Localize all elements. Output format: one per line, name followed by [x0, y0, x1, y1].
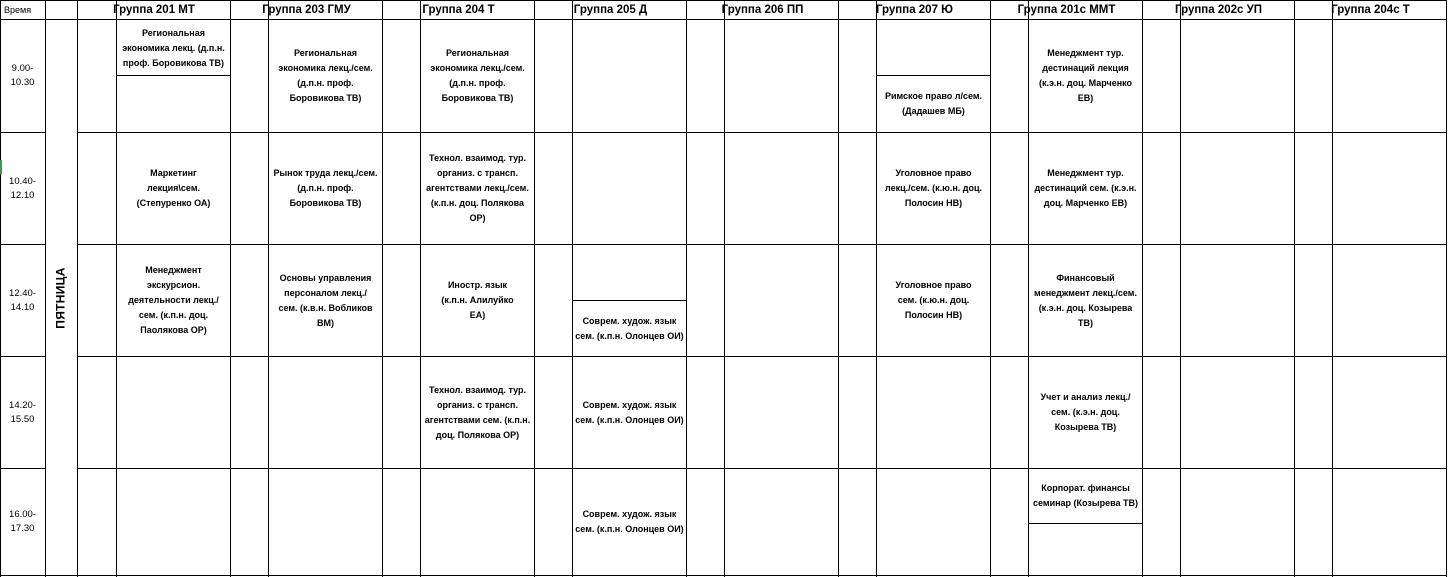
time-start: 12.40-: [9, 287, 36, 299]
lesson-text: Финансовый менеджмент лекц./сем. (к.э.н. доц. Козырева ТВ): [1034, 272, 1137, 328]
lesson-text: Учет и анализ лекц./сем. (к.э.н. доц. Козырева ТВ): [1040, 392, 1131, 432]
grid-line: [534, 0, 535, 577]
grid-line: [686, 0, 687, 577]
lesson-cell[interactable]: [117, 133, 230, 244]
lesson-text: Уголовное право сем. (к.ю.н. доц. Полосин НВ): [895, 280, 972, 320]
grid-line: [1446, 0, 1447, 577]
lesson-text: Технол. взаимод. тур. организ. с трансп. агентствами сем. (к.п.н. доц. Полякова ОР): [424, 384, 531, 440]
lesson-cell[interactable]: [269, 245, 382, 356]
group-header-205d: Группа 205 Д: [573, 4, 648, 16]
grid-line: [1294, 0, 1295, 577]
time-end: 10.30: [10, 77, 35, 88]
lesson-text: Региональная экономика лекц./сем. (д.п.н. проф. Боровикова ТВ): [278, 48, 373, 103]
lesson-cell[interactable]: [421, 20, 534, 132]
group-header-207yu: Группа 207 Ю: [875, 4, 954, 16]
lesson-cell[interactable]: [573, 357, 686, 468]
day-label-text: ПЯТНИЦА: [54, 266, 68, 329]
lesson-text: Соврем. худож. язык сем. (к.п.н. Олонцев ОИ): [575, 509, 684, 534]
group-header-206pp: Группа 206 ПП: [721, 4, 804, 16]
lesson-cell[interactable]: [1029, 245, 1142, 356]
lesson-cell[interactable]: [1029, 357, 1142, 468]
grid-line: [1180, 0, 1181, 577]
group-header-202sup: Группа 202с УП: [1174, 4, 1263, 16]
time-end: 15.50: [10, 413, 35, 425]
day-label: [50, 250, 72, 345]
lesson-cell[interactable]: [117, 20, 230, 76]
lesson-cell[interactable]: [1029, 20, 1142, 132]
lesson-cell[interactable]: [573, 469, 686, 575]
lesson-text: Региональная экономика лекц. (д.п.н. проф. Боровикова ТВ): [122, 27, 225, 68]
time-slot-4: [1, 357, 44, 468]
time-start: 9.00-: [11, 63, 34, 74]
lesson-text: Римское право л/сем. (Дадашев МБ): [884, 91, 983, 116]
grid-line: [0, 575, 1447, 576]
lesson-cell[interactable]: [421, 357, 534, 468]
grid-line: [77, 0, 78, 577]
grid-line: [0, 0, 1447, 1]
lesson-text: Иностр. язык (к.п.н. Алилуйко ЕА): [441, 280, 514, 320]
time-slot-2: [1, 133, 44, 244]
grid-line: [1332, 0, 1333, 577]
lesson-cell[interactable]: [573, 301, 686, 356]
lesson-cell[interactable]: [1029, 469, 1142, 523]
grid-line: [990, 0, 991, 577]
grid-line: [230, 0, 231, 577]
grid-line: [77, 356, 1447, 357]
lesson-cell[interactable]: [1029, 133, 1142, 244]
time-start: 14.20-: [9, 399, 36, 411]
grid-line: [382, 0, 383, 577]
lesson-cell[interactable]: [877, 133, 990, 244]
lesson-text: Региональная экономика лекц./сем. (д.п.н. проф. Боровикова ТВ): [430, 48, 525, 103]
lesson-text: Уголовное право лекц./сем. (к.ю.н. доц. Полосин НВ): [884, 168, 983, 208]
lesson-cell[interactable]: [421, 245, 534, 356]
grid-line: [77, 468, 1447, 469]
lesson-text: Технол. взаимод. тур. организ. с трансп. агентствами лекц./сем. (к.п.н. доц. Полякова ОР): [426, 153, 529, 223]
time-slot-3: [1, 245, 44, 356]
group-header-201smmt: Группа 201с ММТ: [1017, 4, 1116, 16]
lesson-text: Менеджмент тур. дестинаций сем. (к.э.н. доц. Марченко ЕВ): [1034, 168, 1137, 208]
time-end: 12.10: [10, 189, 35, 201]
grid-line: [45, 0, 46, 577]
time-start: 10.40-: [9, 175, 36, 187]
time-end: 17.30: [10, 523, 35, 534]
time-slot-5: [1, 469, 44, 575]
lesson-text: Основы управления персоналом лекц./сем. (к.в.н. Вобликов ВМ): [278, 272, 373, 328]
grid-line: [1142, 0, 1143, 577]
time-slot-1: [1, 20, 44, 132]
group-header-204t: Группа 204 Т: [422, 4, 495, 16]
lesson-cell[interactable]: [269, 133, 382, 244]
group-header-201mt: Группа 201 МТ: [113, 4, 195, 16]
lesson-text: Менеджмент экскурсион. деятельности лекц./сем. (к.п.н. доц. Паолякова ОР): [128, 265, 219, 335]
group-header-204st: Группа 204с Т: [1331, 4, 1410, 16]
lesson-text: Соврем. худож. язык сем. (к.п.н. Олонцев ОИ): [575, 399, 684, 425]
lesson-cell[interactable]: [877, 76, 990, 132]
time-end: 14.10: [10, 301, 35, 313]
lesson-cell[interactable]: [421, 133, 534, 244]
lesson-text: Соврем. худож. язык сем. (к.п.н. Олонцев ОИ): [575, 315, 684, 341]
lesson-text: Менеджмент тур. дестинаций лекция (к.э.н. доц. Марченко ЕВ): [1038, 48, 1133, 103]
lesson-text: Корпорат. финансы семинар (Козырева ТВ): [1033, 483, 1138, 508]
time-column-header: Время: [4, 5, 32, 15]
lesson-cell[interactable]: [269, 20, 382, 132]
lesson-text: Маркетинг лекция\сем. (Степуренко ОА): [136, 168, 211, 208]
split-line: [1028, 523, 1143, 524]
grid-line: [838, 0, 839, 577]
lesson-cell[interactable]: [877, 245, 990, 356]
group-header-203gmu: Группа 203 ГМУ: [262, 4, 351, 16]
lesson-text: Рынок труда лекц./сем. (д.п.н. проф. Боровикова ТВ): [273, 168, 378, 208]
grid-line: [724, 0, 725, 577]
time-start: 16.00-: [9, 509, 36, 520]
lesson-cell[interactable]: [117, 245, 230, 356]
